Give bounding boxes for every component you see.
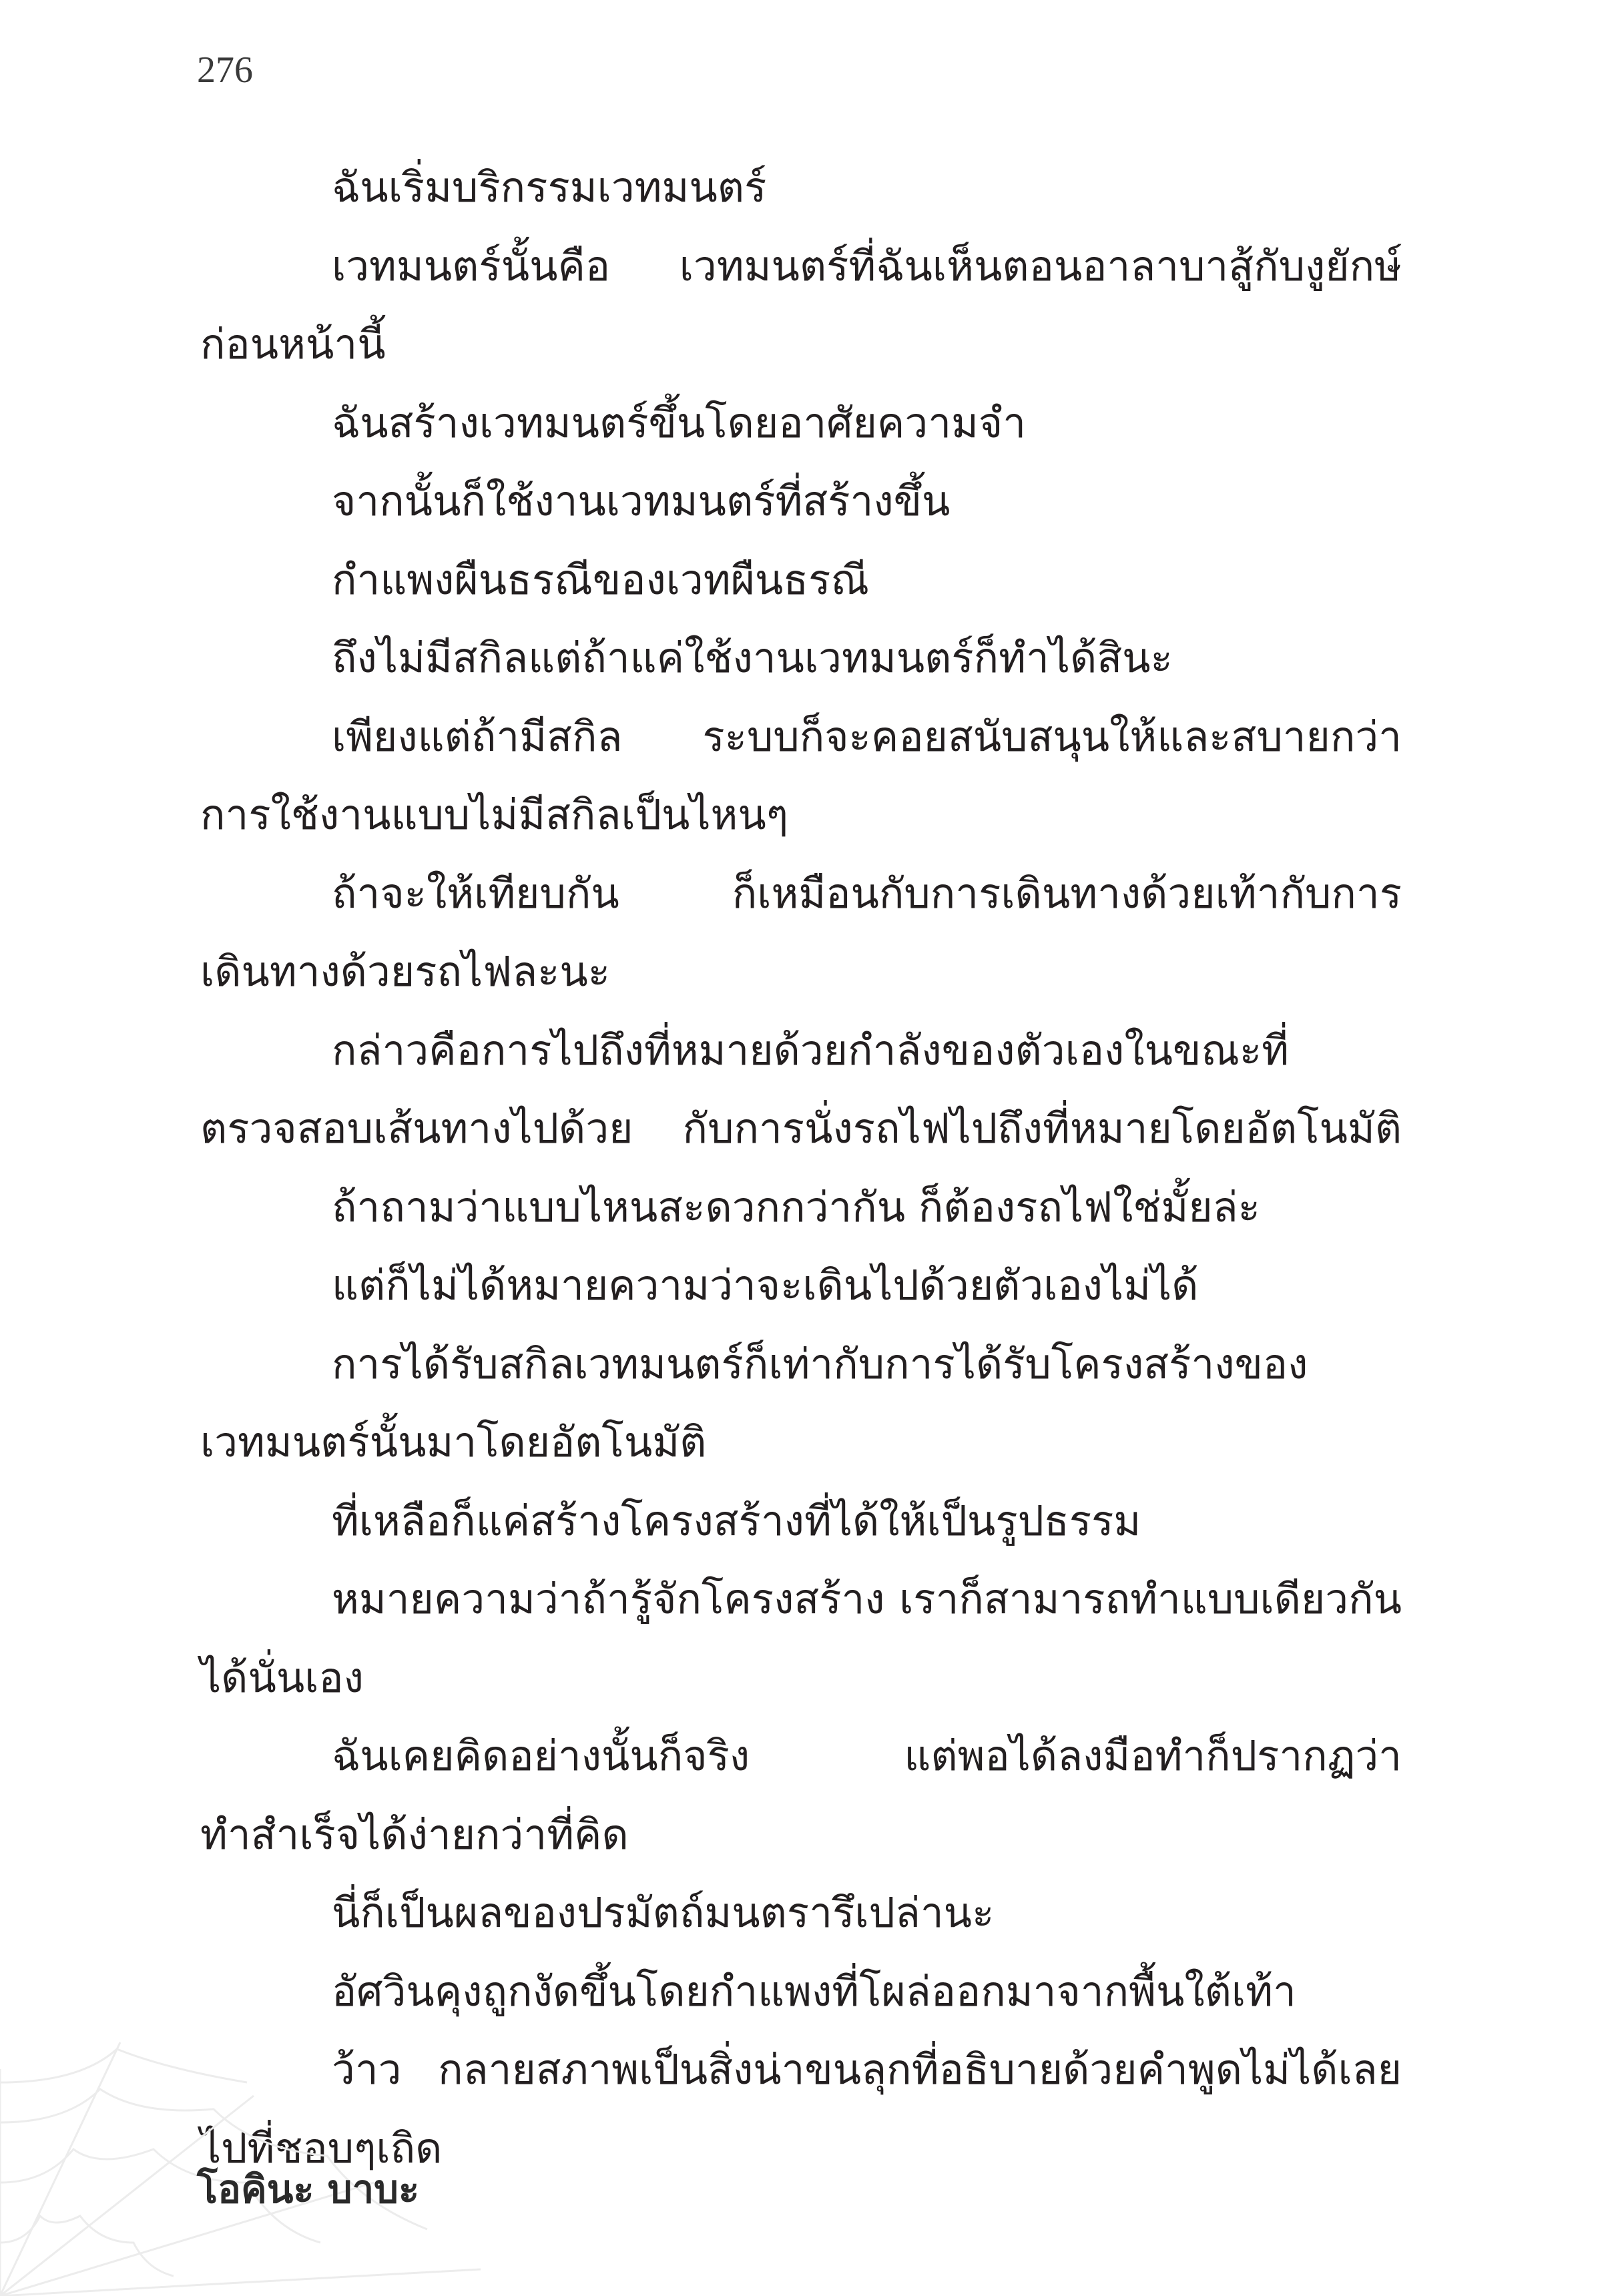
text-line: ถึงไม่มีสกิลแต่ถ้าแค่ใช้งานเวทมนตร์ก็ทำได้สินะ — [332, 633, 1173, 682]
text-line: ไปที่ชอบๆเถิด — [200, 2123, 443, 2173]
text-line: ทำสำเร็จได้ง่ายกว่าที่คิด — [200, 1809, 629, 1859]
text-line: ฉันเคยคิดอย่างนั้นก็จริง แต่พอได้ลงมือทำก็ปรากฏว่า — [332, 1731, 1402, 1780]
text-line: แต่ก็ไม่ได้หมายความว่าจะเดินไปด้วยตัวเองไม่ได้ — [332, 1261, 1199, 1310]
text-line: ที่เหลือก็แค่สร้างโครงสร้างที่ได้ให้เป็นรูปธรรม — [332, 1496, 1141, 1545]
text-line: ฉันสร้างเวทมนตร์ขึ้นโดยอาศัยความจำ — [332, 398, 1027, 447]
text-line: นี่ก็เป็นผลของปรมัตถ์มนตรารึเปล่านะ — [332, 1888, 995, 1937]
text-line: กล่าวคือการไปถึงที่หมายด้วยกำลังของตัวเองในขณะที่ — [332, 1025, 1290, 1075]
footer-author: โอคินะ บาบะ — [197, 2167, 420, 2212]
text-line: ถ้าจะให้เทียบกัน ก็เหมือนกับการเดินทางด้วยเท้ากับการ — [332, 868, 1402, 918]
text-line: ก่อนหน้านี้ — [200, 320, 386, 368]
text-line: ได้นั่นเอง — [200, 1653, 364, 1702]
text-line: ตรวจสอบเส้นทางไปด้วย กับการนั่งรถไฟไปถึงที่หมายโดยอัตโนมัติ — [200, 1104, 1402, 1153]
text-line: จากนั้นก็ใช้งานเวทมนตร์ที่สร้างขึ้น — [332, 477, 951, 525]
text-line: ถ้าถามว่าแบบไหนสะดวกกว่ากัน ก็ต้องรถไฟใช่มั้ยล่ะ — [332, 1182, 1260, 1231]
text-line: ว้าว กลายสภาพเป็นสิ่งน่าขนลุกที่อธิบายด้วยคำพูดไม่ได้เลย — [332, 2045, 1402, 2094]
text-line: การใช้งานแบบไม่มีสกิลเป็นไหนๆ — [200, 790, 789, 839]
text-line: เวทมนตร์นั้นคือ เวทมนตร์ที่ฉันเห็นตอนอาลาบาสู้กับงูยักษ์ — [332, 241, 1402, 290]
text-line: การได้รับสกิลเวทมนตร์ก็เท่ากับการได้รับโครงสร้างของ — [332, 1339, 1308, 1388]
text-line: เพียงแต่ถ้ามีสกิล ระบบก็จะคอยสนับสนุนให้และสบายกว่า — [332, 711, 1402, 761]
text-line: เวทมนตร์นั้นมาโดยอัตโนมัติ — [200, 1418, 707, 1466]
body-text — [200, 148, 1402, 2187]
text-line: ฉันเริ่มบริกรรมเวทมนตร์ — [332, 163, 767, 212]
text-line: อัศวินคุงถูกงัดขึ้นโดยกำแพงที่โผล่ออกมาจากพื้นใต้เท้า — [332, 1966, 1296, 2016]
text-line: กำแพงผืนธรณีของเวทผืนธรณี — [332, 555, 869, 604]
text-line: หมายความว่าถ้ารู้จักโครงสร้าง เราก็สามารถทำแบบเดียวกัน — [332, 1574, 1402, 1623]
page-number: 276 — [197, 49, 253, 91]
text-line: เดินทางด้วยรถไฟละนะ — [200, 947, 611, 996]
